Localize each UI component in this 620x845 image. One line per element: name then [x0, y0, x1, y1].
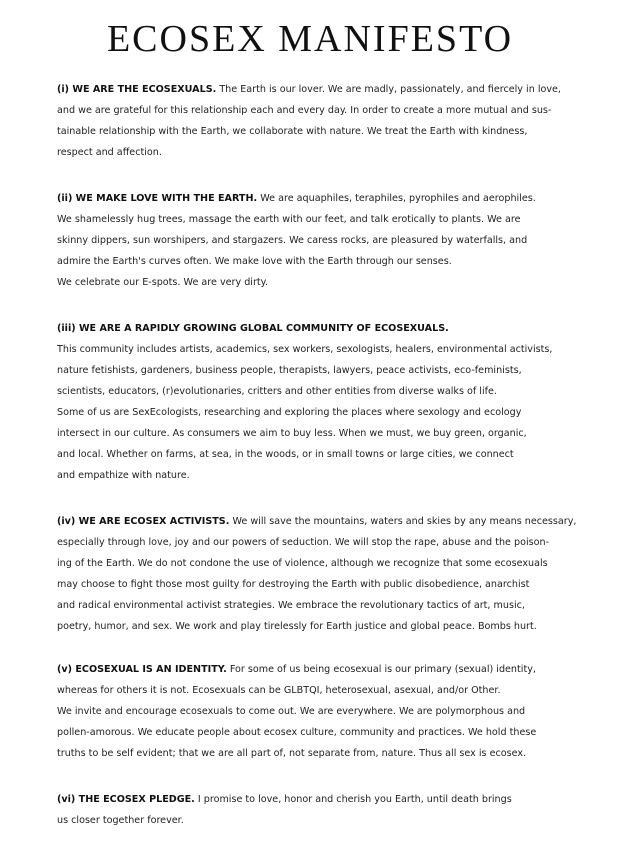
manifesto-section-4 — [57, 511, 577, 637]
section-line: poetry, humor, and sex. We work and play tirelessly for Earth justice and global peace. Bombs hurt. — [57, 621, 537, 632]
section-line: truths to be self evident; that we are all part of, not separate from, nature. Thus all sex is ecosex. — [57, 748, 527, 759]
section-line: admire the Earth's curves often. We make love with the Earth through our senses. — [57, 256, 452, 267]
section-first-line — [57, 79, 577, 100]
section-first-line-text: The Earth is our lover. We are madly, passionately, and fiercely in love, — [219, 84, 561, 95]
section-first-line — [57, 318, 577, 339]
section-line: We invite and encourage ecosexuals to come out. We are everywhere. We are polymorphous and — [57, 706, 526, 717]
manifesto-section-5 — [57, 659, 577, 764]
section-line: and radical environmental activist strategies. We embrace the revolutionary tactics of art, music, — [57, 600, 525, 611]
section-heading: (ii) WE MAKE LOVE WITH THE EARTH. — [57, 193, 258, 204]
section-line: Some of us are SexEcologists, researching and exploring the places where sexology and ecology — [57, 407, 522, 418]
section-heading: (v) ECOSEXUAL IS AN IDENTITY. — [57, 664, 227, 675]
section-line: respect and affection. — [57, 147, 162, 158]
section-first-line-text: We will save the mountains, waters and skies by any means necessary, — [232, 516, 577, 527]
page-title: ECOSEX MANIFESTO — [106, 18, 514, 60]
section-line: We shamelessly hug trees, massage the earth with our feet, and talk erotically to plants. We are — [57, 214, 521, 225]
section-line: tainable relationship with the Earth, we collaborate with nature. We treat the Earth with kindness, — [57, 126, 528, 137]
section-first-line-text: I promise to love, honor and cherish you Earth, until death brings — [197, 794, 512, 805]
section-line: This community includes artists, academics, sex workers, sexologists, healers, environmental activists, — [57, 344, 553, 355]
section-line: nature fetishists, gardeners, business people, therapists, lawyers, peace activists, eco-feminists, — [57, 365, 522, 376]
section-heading: (iii) WE ARE A RAPIDLY GROWING GLOBAL COMMUNITY OF ECOSEXUALS. — [57, 323, 449, 334]
section-first-line — [57, 659, 577, 680]
manifesto-section-1 — [57, 79, 577, 163]
section-first-line — [57, 188, 577, 209]
section-line: whereas for others it is not. Ecosexuals can be GLBTQI, heterosexual, asexual, and/or Other. — [57, 685, 501, 696]
section-first-line-text: We are aquaphiles, teraphiles, pyrophiles and aerophiles. — [260, 193, 536, 204]
section-line: and local. Whether on farms, at sea, in the woods, or in small towns or large cities, we connect — [57, 449, 514, 460]
section-heading: (iv) WE ARE ECOSEX ACTIVISTS. — [57, 516, 230, 527]
section-first-line — [57, 789, 577, 810]
section-line: ing of the Earth. We do not condone the use of violence, although we recognize that some ecosexuals — [57, 558, 548, 569]
section-line: and we are grateful for this relationship each and every day. In order to create a more mutual and sus- — [57, 105, 552, 116]
section-line: and empathize with nature. — [57, 470, 190, 481]
section-line: pollen-amorous. We educate people about ecosex culture, community and practices. We hold these — [57, 727, 537, 738]
section-line: us closer together forever. — [57, 815, 184, 826]
manifesto-section-3 — [57, 318, 577, 486]
section-line: skinny dippers, sun worshipers, and stargazers. We caress rocks, are pleasured by waterfalls, and — [57, 235, 528, 246]
section-heading: (i) WE ARE THE ECOSEXUALS. — [57, 84, 217, 95]
section-line: We celebrate our E-spots. We are very dirty. — [57, 277, 269, 288]
section-first-line — [57, 511, 577, 532]
section-heading: (vi) THE ECOSEX PLEDGE. — [57, 794, 195, 805]
section-first-line-text: For some of us being ecosexual is our primary (sexual) identity, — [229, 664, 536, 675]
manifesto-section-2 — [57, 188, 577, 293]
section-line: especially through love, joy and our powers of seduction. We will stop the rape, abuse and the poison- — [57, 537, 550, 548]
section-line: intersect in our culture. As consumers we aim to buy less. When we must, we buy green, organic, — [57, 428, 527, 439]
manifesto-section-6 — [57, 789, 577, 831]
section-line: scientists, educators, (r)evolutionaries, critters and other entities from diverse walks of life. — [57, 386, 497, 397]
section-line: may choose to fight those most guilty for destroying the Earth with public disobedience, anarchist — [57, 579, 530, 590]
